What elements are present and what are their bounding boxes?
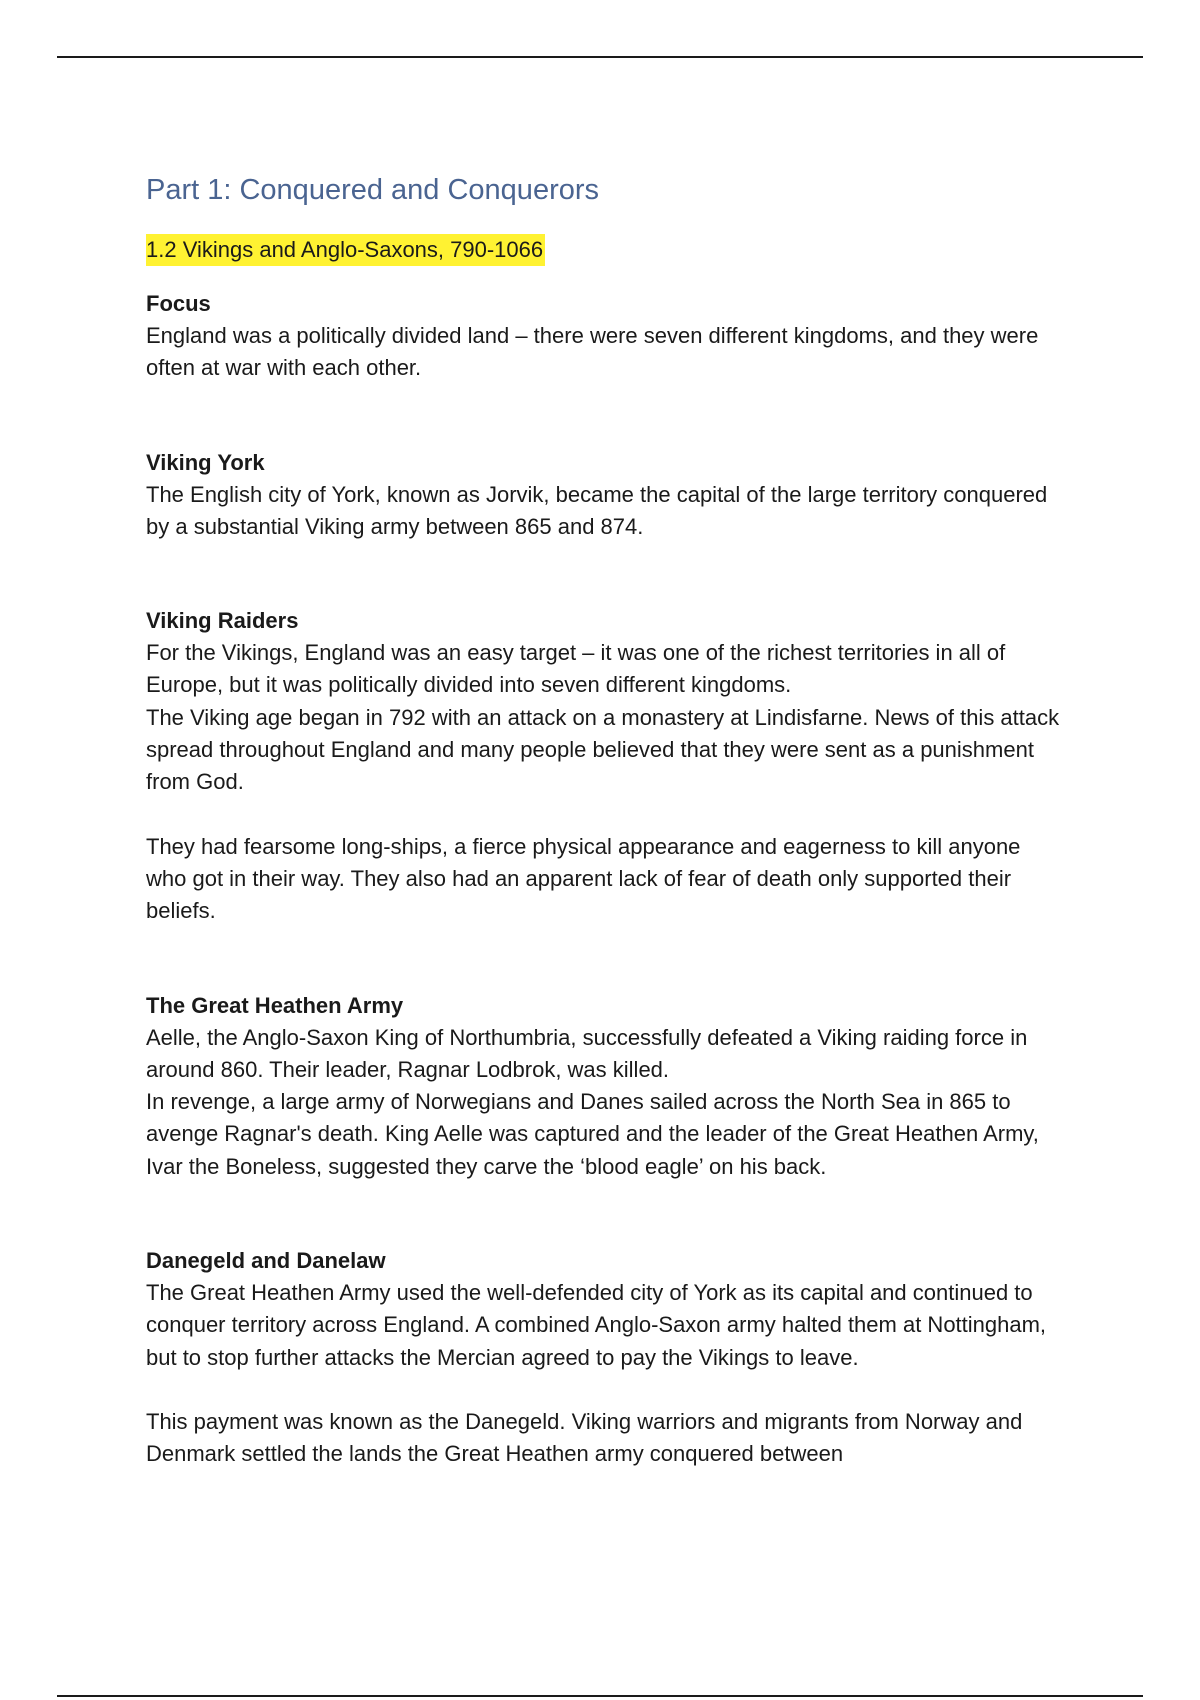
top-rule: [57, 56, 1143, 58]
paragraph: In revenge, a large army of Norwegians and Danes sailed across the North Sea in 865 to avenge Ragnar's death. King Aelle was captured and the leader of the Great Heathen Army, Ivar the Boneless, suggested they carve the ‘blood eagle’ on his back.: [146, 1089, 1039, 1179]
paragraph: The Great Heathen Army used the well-defended city of York as its capital and continued to conquer territory across England. A combined Anglo-Saxon army halted them at Nottingham, but to stop further attacks the Mercian agreed to pay the Vikings to leave.: [146, 1280, 1047, 1370]
paragraph: England was a politically divided land – there were seven different kingdoms, and they were often at war with each other.: [146, 323, 1039, 381]
paragraph: The English city of York, known as Jorvik, became the capital of the large territory conquered by a substantial Viking army between 865 and 874.: [146, 481, 1048, 539]
paragraph: Aelle, the Anglo-Saxon King of Northumbria, successfully defeated a Viking raiding force in around 860. Their leader, Ragnar Lodbrok, was killed.: [146, 1024, 1028, 1082]
section-heading: The Great Heathen Army: [146, 992, 404, 1018]
section-viking-raiders: [146, 605, 1066, 927]
section-heading: Danegeld and Danelaw: [146, 1248, 386, 1274]
highlighted-subtitle: 1.2 Vikings and Anglo-Saxons, 790-1066: [146, 234, 545, 266]
section-great-heathen-army: [146, 990, 1066, 1183]
section-danegeld-danelaw: [146, 1245, 1066, 1470]
section-viking-york: [146, 447, 1066, 544]
section-heading: Viking York: [146, 449, 265, 475]
section-heading: Focus: [146, 291, 211, 316]
section-focus: [146, 288, 1066, 385]
paragraph: The Viking age began in 792 with an attack on a monastery at Lindisfarne. News of this attack spread throughout England and many people believed that they were sent as a punishment from God.: [146, 704, 1060, 795]
document-body: [146, 168, 1066, 1471]
page-title: Part 1: Conquered and Conquerors: [146, 174, 600, 206]
bottom-rule: [57, 1695, 1143, 1697]
section-heading: Viking Raiders: [146, 608, 299, 634]
paragraph: For the Vikings, England was an easy target – it was one of the richest territories in all of Europe, but it was politically divided into seven different kingdoms.: [146, 640, 1006, 698]
paragraph: This payment was known as the Danegeld. Viking warriors and migrants from Norway and Denmark settled the lands the Great Heathen army conquered between: [146, 1408, 1023, 1467]
paragraph: They had fearsome long-ships, a fierce physical appearance and eagerness to kill anyone who got in their way. They also had an apparent lack of fear of death only supported their beliefs.: [146, 833, 1021, 924]
